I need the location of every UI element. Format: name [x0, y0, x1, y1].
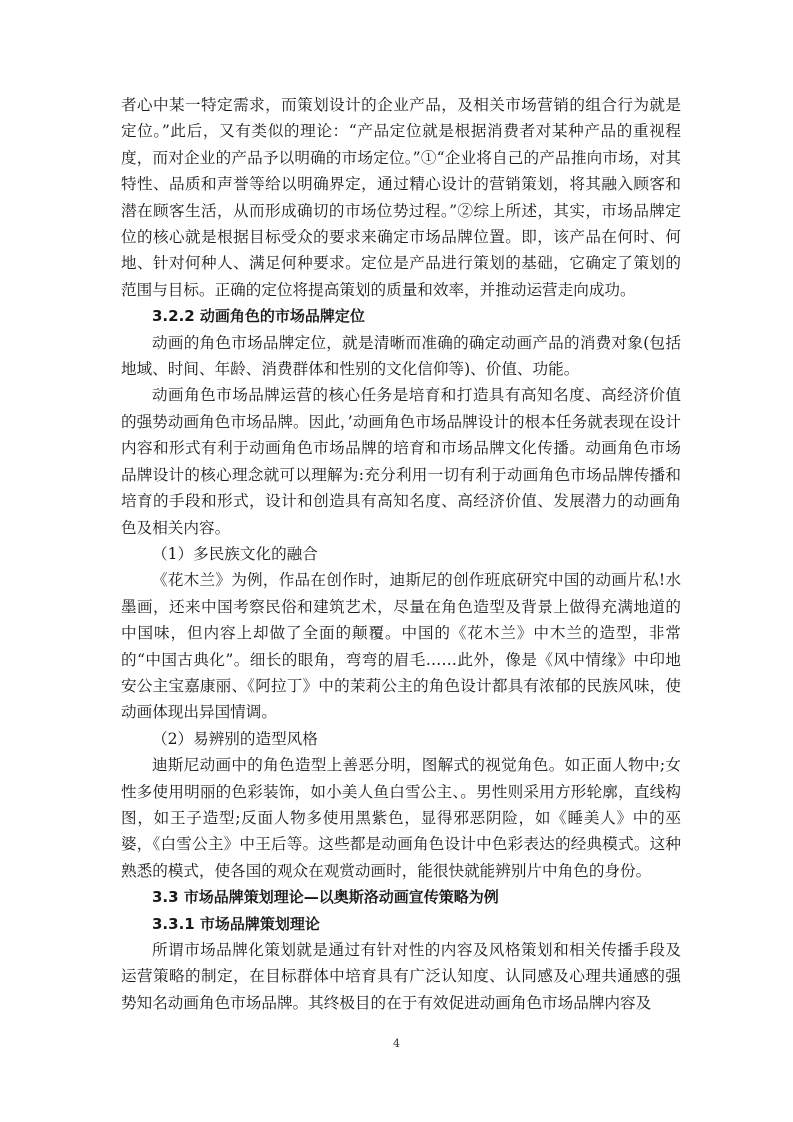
paragraph-positioning: 者心中某一特定需求，而策划设计的企业产品，及相关市场营销的组合行为就是定位。”此后，又有类似的理论：“产品定位就是根据消费者对某种产品的重视程度，而对企业的产品予以明确的市场定位。”①“企业将自己的产品推向市场，对其特性、品质和声誉等给以明确界定，通过精心设计的营销策划，将其融入顾客和潜在顾客生活，从而形成确切的市场位势过程。”②综上所述，其实，市场品牌定位的核心就是根据目标受众的要求来确定市场品牌位置。即，该产品在何时、何地、针对何种人、满足何种要求。定位是产品进行策划的基础，它确定了策划的范围与目标。正确的定位将提高策划的质量和效率，并推动运营走向成功。 — [121, 96, 681, 299]
body-text — [121, 92, 681, 1016]
paragraph-mulan: 《花木兰》为例，作品在创作时，迪斯尼的创作班底研究中国的动画片私!水墨画，还来中国考察民俗和建筑艺术，尽量在角色造型及背景上做得充满地道的中国味，但内容上却做了全面的颠覆。中国的《花木兰》中木兰的造型，非常的“中国古典化”。细长的眼角，弯弯的眉毛……此外，像是《风中情缘》中印地安公主宝嘉康丽、《阿拉丁》中的茉莉公主的角色设计都具有浓郁的民族风味，使动画体现出异国情调。 — [121, 571, 681, 722]
heading-3-2-2: 3.2.2 动画角色的市场品牌定位 — [152, 307, 365, 326]
heading-3-3-1: 3.3.1 市场品牌策划理论 — [152, 914, 320, 933]
page-number: 4 — [393, 1037, 400, 1050]
list-item-multiethnic: （1）多民族文化的融合 — [152, 544, 318, 563]
paragraph-good-evil: 迪斯尼动画中的角色造型上善恶分明，图解式的视觉角色。如正面人物中;女性多使用明丽的色彩装饰，如小美人鱼白雪公主、。男性则采用方形轮廓，直线构图，如王子造型;反面人物多使用黑紫色，显得邪恶阴险，如《睡美人》中的巫婆，《白雪公主》中王后等。这些都是动画角色设计中色彩表达的经典模式。这种熟悉的模式，使各国的观众在观赏动画时，能很快就能辨别片中角色的身份。 — [121, 756, 681, 880]
list-item-style: （2）易辨别的造型风格 — [152, 729, 318, 748]
paragraph-brand-planning: 所谓市场品牌化策划就是通过有针对性的内容及风格策划和相关传播手段及运营策略的制定，在目标群体中培育具有广泛认知度、认同感及心理共通感的强势知名动画角色市场品牌。其终极目的在于有效促进动画角色市场品牌内容及 — [121, 941, 681, 1012]
heading-3-3: 3.3 市场品牌策划理论—以奥斯洛动画宣传策略为例 — [152, 888, 499, 907]
paragraph-core-task: 动画角色市场品牌运营的核心任务是培育和打造具有高知名度、高经济价值的强势动画角色市场品牌。因此，’动画角色市场品牌设计的根本任务就表现在设计内容和形式有利于动画角色市场品牌的培育和市场品牌文化传播。动画角色市场品牌设计的核心理念就可以理解为:充分利用一切有利于动画角色市场品牌传播和培育的手段和形式，设计和创造具有高知名度、高经济价值、发展潜力的动画角色及相关内容。 — [121, 386, 681, 537]
paragraph-role-positioning: 动画的角色市场品牌定位，就是清晰而准确的确定动画产品的消费对象(包括地域、时间、年龄、消费群体和性别的文化信仰等)、价值、功能。 — [121, 333, 681, 379]
